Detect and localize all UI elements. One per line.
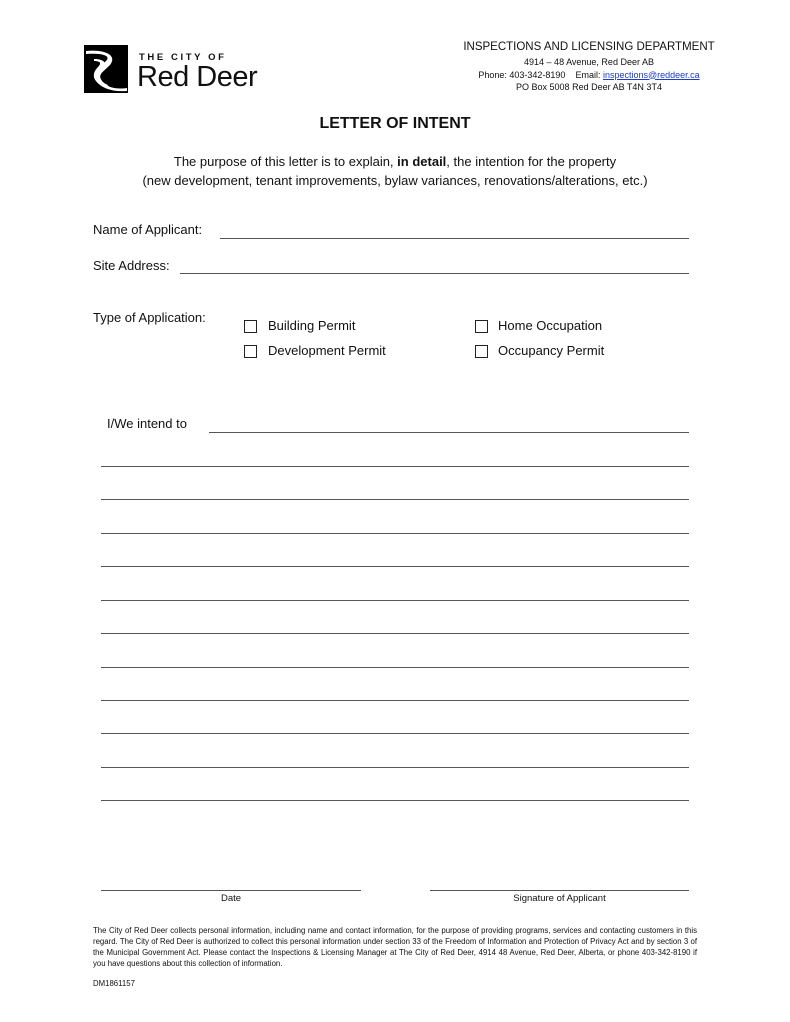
intent-field[interactable] xyxy=(209,432,689,433)
intent-line-6[interactable] xyxy=(101,633,689,634)
signature-field[interactable] xyxy=(430,890,689,891)
red-deer-logo-icon xyxy=(84,45,128,93)
phone-label: Phone: xyxy=(478,69,507,80)
occupancy-permit-checkbox[interactable] xyxy=(475,345,488,358)
po-box: PO Box 5008 Red Deer AB T4N 3T4 xyxy=(516,82,662,92)
intent-line-7[interactable] xyxy=(101,667,689,668)
signature-label: Signature of Applicant xyxy=(513,893,606,904)
department-name: INSPECTIONS AND LICENSING DEPARTMENT xyxy=(463,41,715,53)
intent-line-8[interactable] xyxy=(101,700,689,701)
email-label: Email: xyxy=(575,69,601,80)
document-id: DM1861157 xyxy=(93,979,135,988)
logo-tagline: THE CITY OF xyxy=(139,52,227,63)
email-link[interactable]: inspections@reddeer.ca xyxy=(602,69,700,80)
name-of-applicant-label: Name of Applicant: xyxy=(93,222,203,237)
street-address: 4914 – 48 Avenue, Red Deer AB xyxy=(524,57,654,67)
home-occupation-checkbox[interactable] xyxy=(475,320,488,333)
intent-line-3[interactable] xyxy=(101,533,689,534)
logo-wordmark: Red Deer xyxy=(137,61,258,93)
purpose-line-2: (new development, tenant improvements, bylaw variances, renovations/alterations, etc.) xyxy=(142,173,648,188)
intent-line-4[interactable] xyxy=(101,566,689,567)
building-permit-label: Building Permit xyxy=(268,318,356,333)
site-address-label: Site Address: xyxy=(93,258,170,273)
development-permit-label: Development Permit xyxy=(268,343,386,358)
home-occupation-label: Home Occupation xyxy=(498,318,603,333)
occupancy-permit-label: Occupancy Permit xyxy=(498,343,605,358)
date-label: Date xyxy=(220,893,242,904)
intent-label: I/We intend to xyxy=(107,416,187,431)
phone-number: 403-342-8190 xyxy=(509,69,566,80)
purpose-emphasis: in detail xyxy=(397,154,447,169)
development-permit-checkbox[interactable] xyxy=(244,345,257,358)
site-address-field[interactable] xyxy=(180,273,689,274)
intent-line-2[interactable] xyxy=(101,499,689,500)
intent-line-1[interactable] xyxy=(101,466,689,467)
department-contact xyxy=(440,56,738,94)
building-permit-checkbox[interactable] xyxy=(244,320,257,333)
intent-line-11[interactable] xyxy=(101,800,689,801)
purpose-line-1 xyxy=(0,152,790,171)
purpose-text: , the intention for the property xyxy=(446,154,617,169)
date-field[interactable] xyxy=(101,890,361,891)
intent-line-10[interactable] xyxy=(101,767,689,768)
purpose-statement xyxy=(0,152,790,190)
privacy-notice: The City of Red Deer collects personal information, including name and contact information, for the purpose of providing programs, services and contacting customers in this regard. The City of Red Deer is authorized to collect this personal information under section 33 of the Freedom of Information and Protection of Privacy Act and by section 3 of the Municipal Government Act. Please contact the Inspections & Licensing Manager at The City of Red Deer, 4914 48 Avenue, Red Deer, Alberta, or phone 403-342-8190 if you have questions about this collection of information. xyxy=(93,926,697,968)
phone-email-line xyxy=(440,69,738,82)
purpose-text: The purpose of this letter is to explain, xyxy=(173,154,398,169)
intent-line-5[interactable] xyxy=(101,600,689,601)
name-of-applicant-field[interactable] xyxy=(220,238,689,239)
page-title: LETTER OF INTENT xyxy=(319,115,471,132)
type-of-application-label: Type of Application: xyxy=(93,310,206,325)
intent-line-9[interactable] xyxy=(101,733,689,734)
